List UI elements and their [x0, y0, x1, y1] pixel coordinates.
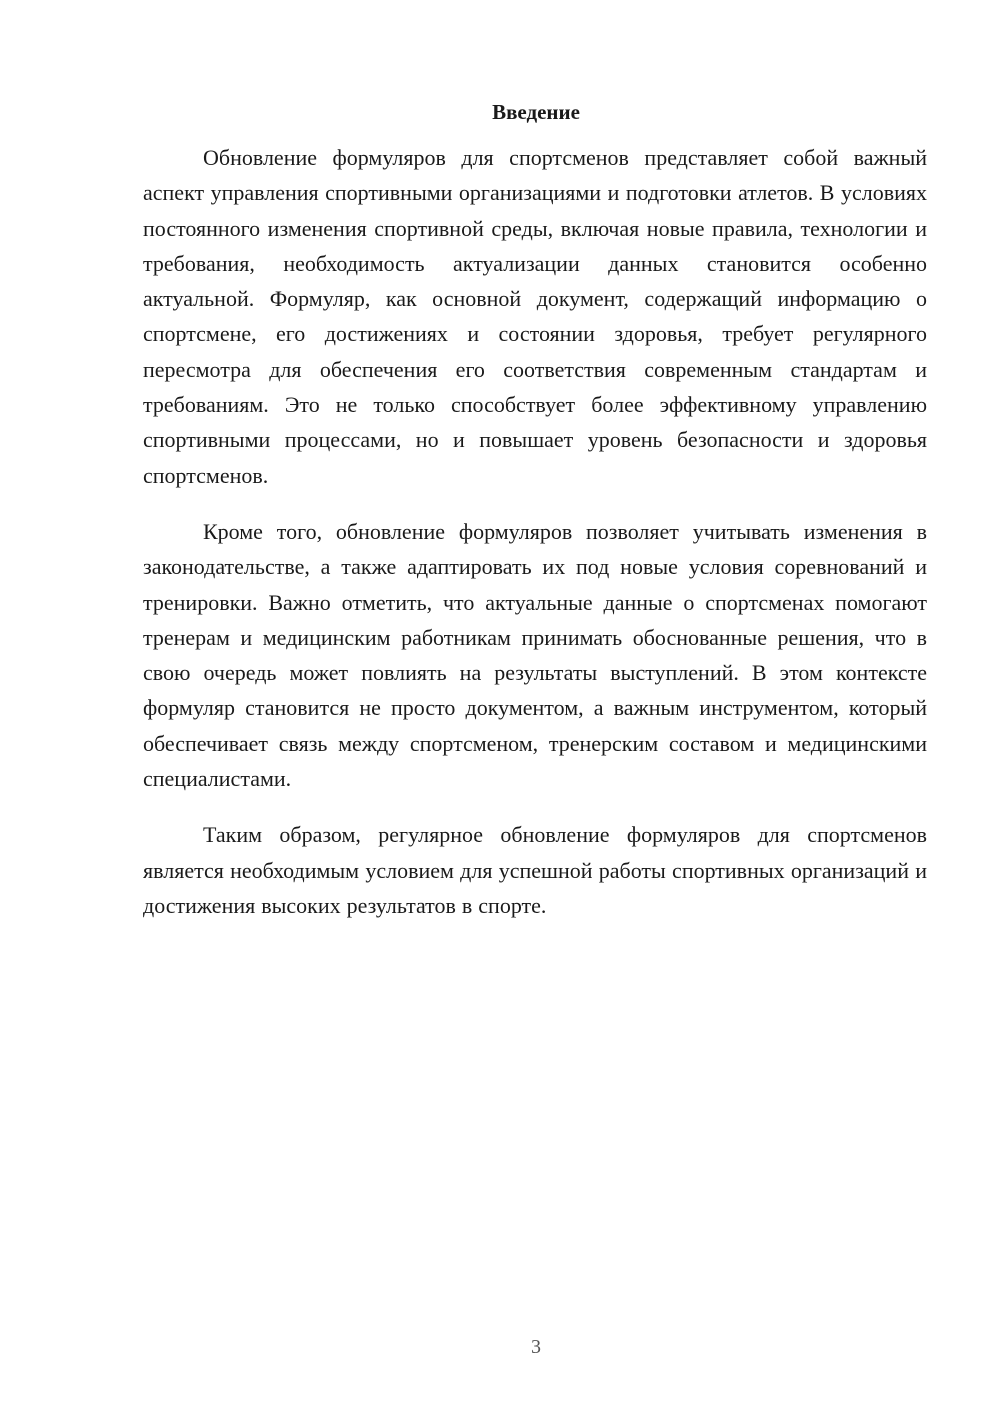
document-body [143, 140, 927, 923]
page-number: 3 [531, 1336, 541, 1358]
paragraph-2: Кроме того, обновление формуляров позволяет учитывать изменения в законодательстве, а также адаптировать их под новые условия соревнований и тренировки. Важно отметить, что актуальные данные о спортсменах помогают тренерам и медицинским работникам принимать обоснованные решения, что в свою очередь может повлиять на результаты выступлений. В этом контексте формуляр становится не просто документом, а важным инструментом, который обеспечивает связь между спортсменом, тренерским составом и медицинскими специалистами. [143, 518, 927, 792]
paragraph-1: Обновление формуляров для спортсменов представляет собой важный аспект управления спортивными организациями и подготовки атлетов. В условиях постоянного изменения спортивной среды, включая новые правила, технологии и требования, необходимость актуализации данных становится особенно актуальной. Формуляр, как основной документ, содержащий информацию о спортсмене, его достижениях и состоянии здоровья, требует регулярного пересмотра для обеспечения его соответствия современным стандартам и требованиям. Это не только способствует более эффективному управлению спортивными процессами, но и повышает уровень безопасности и здоровья спортсменов. [143, 145, 927, 488]
paragraph-3: Таким образом, регулярное обновление формуляров для спортсменов является необходимым условием для успешной работы спортивных организаций и достижения высоких результатов в спорте. [143, 822, 927, 918]
section-heading: Введение [492, 100, 580, 124]
